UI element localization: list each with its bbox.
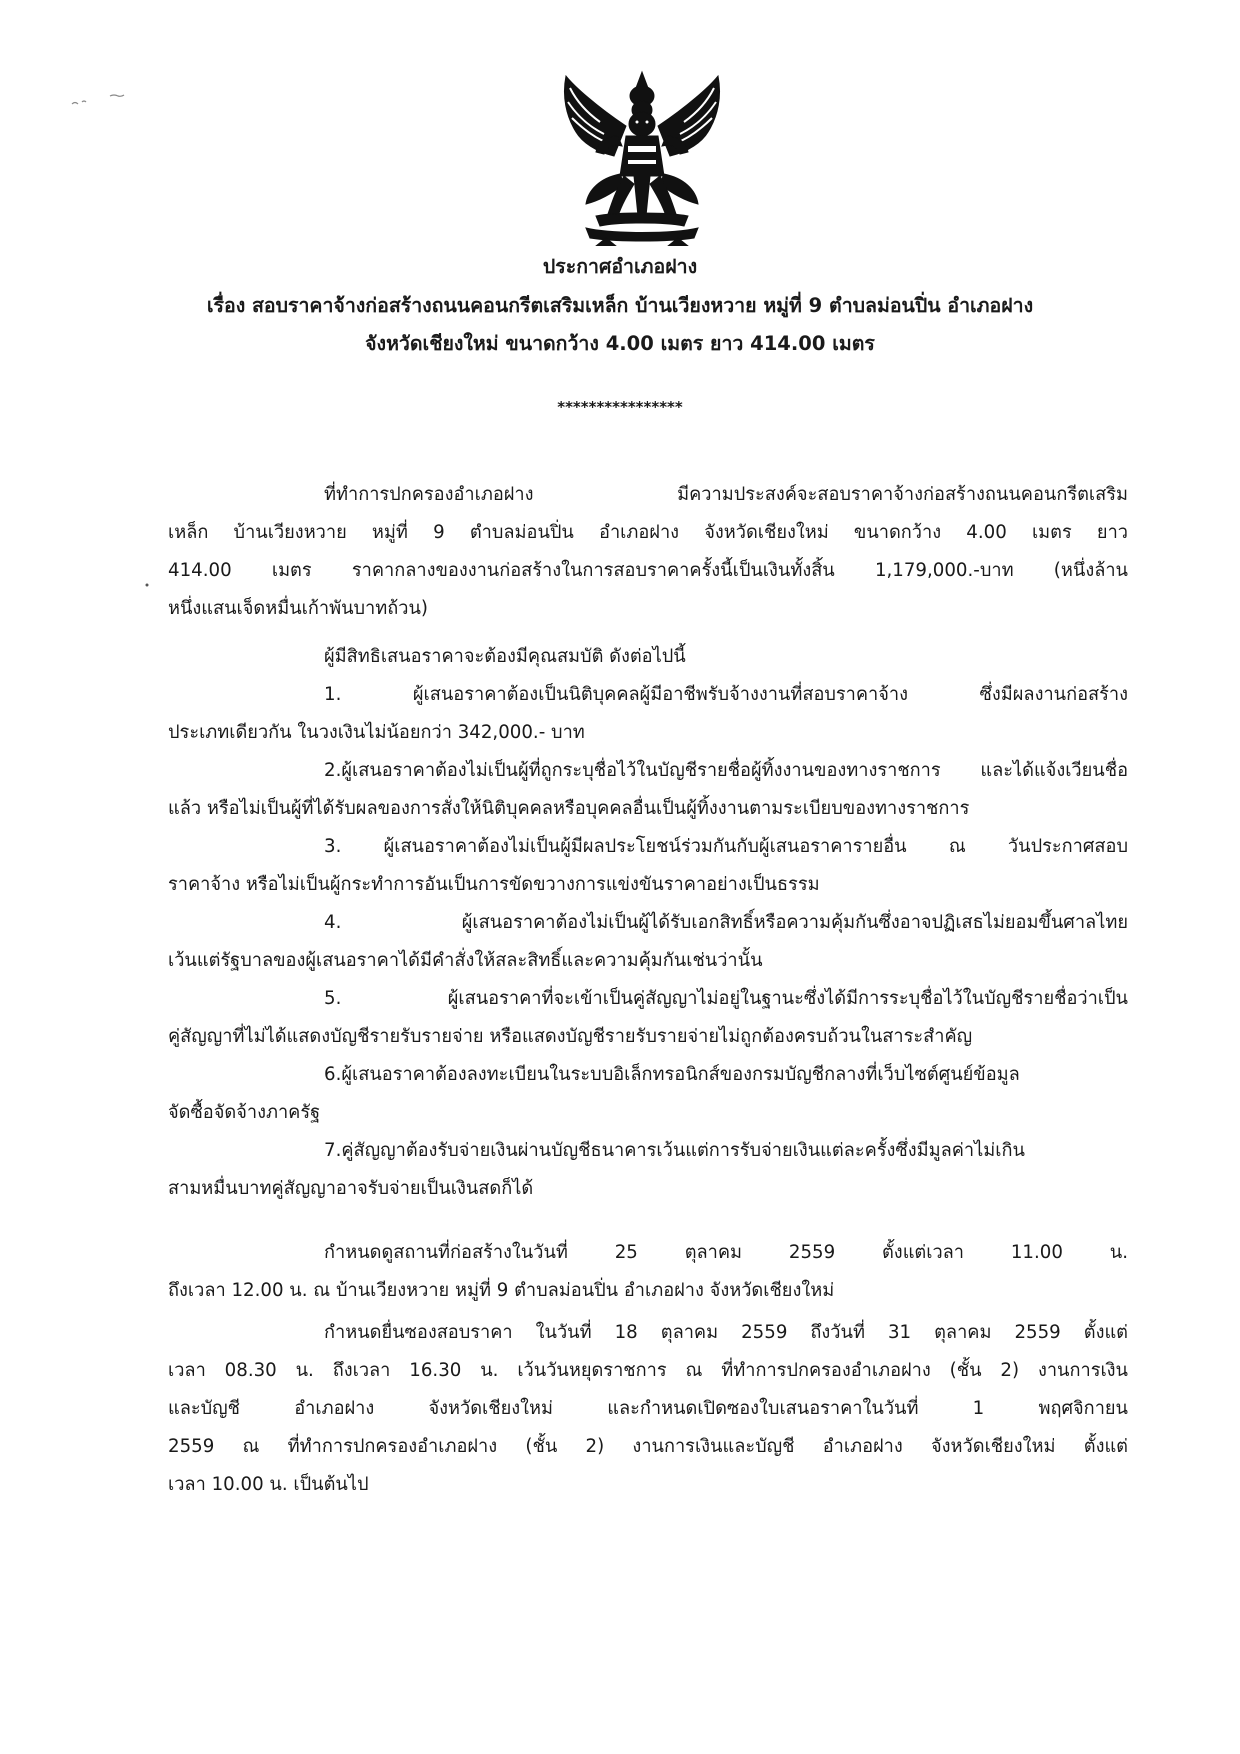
submission-line-1: กำหนดยื่นซองสอบราคา ในวันที่ 18 ตุลาคม 2559 ถึงวันที่ 31 ตุลาคม 2559 ตั้งแต่ [324, 1322, 1128, 1343]
qualification-1-line-1: 1. ผู้เสนอราคาต้องเป็นนิติบุคคลผู้มีอาชีพรับจ้างงานที่สอบราคาจ้าง ซึ่งมีผลงานก่อสร้าง [324, 684, 1128, 705]
qualification-2-line-1: 2.ผู้เสนอราคาต้องไม่เป็นผู้ที่ถูกระบุชื่อไว้ในบัญชีรายชื่อผู้ทิ้งงานของทางราชการ และได้แจ้งเวียนชื่อ [324, 760, 1128, 781]
page-title: ประกาศอำเภอฝาง [542, 255, 698, 278]
garuda-emblem-icon [556, 66, 728, 246]
intro-paragraph [168, 476, 1128, 628]
site-visit-paragraph [168, 1234, 1128, 1310]
qualification-3-line-2: ราคาจ้าง หรือไม่เป็นผู้กระทำการอันเป็นการขัดขวางการแข่งขันราคาอย่างเป็นธรรม [168, 874, 820, 895]
qualification-4-line-2: เว้นแต่รัฐบาลของผู้เสนอราคาได้มีคำสั่งให้สละสิทธิ์และความคุ้มกันเช่นว่านั้น [168, 950, 763, 971]
separator-stars: **************** [557, 398, 683, 416]
submission-paragraph [168, 1314, 1128, 1504]
submission-line-4: 2559 ณ ที่ทำการปกครองอำเภอฝาง (ชั้น 2) งานการเงินและบัญชี อำเภอฝาง จังหวัดเชียงใหม่ ตั้งแต่ [168, 1436, 1128, 1457]
submission-line-5: เวลา 10.00 น. เป็นต้นไป [168, 1474, 369, 1495]
qualification-5-line-2: คู่สัญญาที่ไม่ได้แสดงบัญชีรายรับรายจ่าย หรือแสดงบัญชีรายรับรายจ่ายไม่ถูกต้องครบถ้วนในสาระสำคัญ [168, 1026, 973, 1047]
subject-line-2: จังหวัดเชียงใหม่ ขนาดกว้าง 4.00 เมตร ยาว 414.00 เมตร [365, 332, 875, 355]
scan-dot-mark [144, 582, 150, 588]
intro-line-4: หนึ่งแสนเจ็ดหมื่นเก้าพันบาทถ้วน) [168, 598, 429, 619]
qualification-4-line-1: 4. ผู้เสนอราคาต้องไม่เป็นผู้ได้รับเอกสิทธิ์หรือความคุ้มกันซึ่งอาจปฏิเสธไม่ยอมขึ้นศาลไทย [324, 912, 1128, 933]
submission-line-3: และบัญชี อำเภอฝาง จังหวัดเชียงใหม่ และกำหนดเปิดซองใบเสนอราคาในวันที่ 1 พฤศจิกายน [168, 1398, 1128, 1419]
qualification-3-line-1: 3. ผู้เสนอราคาต้องไม่เป็นผู้มีผลประโยชน์ร่วมกันกับผู้เสนอราคารายอื่น ณ วันประกาศสอบ [324, 836, 1128, 857]
qualification-5-line-1: 5. ผู้เสนอราคาที่จะเข้าเป็นคู่สัญญาไม่อยู่ในฐานะซึ่งได้มีการระบุชื่อไว้ในบัญชีรายชื่อว่าเป็น [324, 988, 1128, 1009]
qualifications-section [168, 638, 1128, 1208]
qualification-2-line-2: แล้ว หรือไม่เป็นผู้ที่ได้รับผลของการสั่งให้นิติบุคคลหรือบุคคลอื่นเป็นผู้ทิ้งงานตามระเบียบของทางราชการ [168, 798, 970, 819]
site-visit-line-1: กำหนดดูสถานที่ก่อสร้างในวันที่ 25 ตุลาคม 2559 ตั้งแต่เวลา 11.00 น. [324, 1242, 1128, 1263]
qualification-7-line-2: สามหมื่นบาทคู่สัญญาอาจรับจ่ายเป็นเงินสดก็ได้ [168, 1178, 534, 1199]
site-visit-line-2: ถึงเวลา 12.00 น. ณ บ้านเวียงหวาย หมู่ที่ 9 ตำบลม่อนปิ่น อำเภอฝาง จังหวัดเชียงใหม่ [168, 1280, 835, 1301]
intro-line-1: ที่ทำการปกครองอำเภอฝาง มีความประสงค์จะสอบราคาจ้างก่อสร้างถนนคอนกรีตเสริม [324, 484, 1128, 505]
intro-line-2: เหล็ก บ้านเวียงหวาย หมู่ที่ 9 ตำบลม่อนปิ่น อำเภอฝาง จังหวัดเชียงใหม่ ขนาดกว้าง 4.00 เมตร ยาว [168, 522, 1128, 543]
subject-line-1: เรื่อง สอบราคาจ้างก่อสร้างถนนคอนกรีตเสริมเหล็ก บ้านเวียงหวาย หมู่ที่ 9 ตำบลม่อนปิ่น อำเภอฝาง [206, 294, 1034, 317]
qualifications-heading: ผู้มีสิทธิเสนอราคาจะต้องมีคุณสมบัติ ดังต่อไปนี้ [324, 646, 686, 667]
qualification-6-line-1: 6.ผู้เสนอราคาต้องลงทะเบียนในระบบอิเล็กทรอนิกส์ของกรมบัญชีกลางที่เว็บไซต์ศูนย์ข้อมูล [324, 1064, 1020, 1085]
submission-line-2: เวลา 08.30 น. ถึงเวลา 16.30 น. เว้นวันหยุดราชการ ณ ที่ทำการปกครองอำเภอฝาง (ชั้น 2) งานการเงิน [168, 1360, 1128, 1381]
scan-speck-mark [70, 92, 130, 112]
intro-line-3: 414.00 เมตร ราคากลางของงานก่อสร้างในการสอบราคาครั้งนี้เป็นเงินทั้งสิ้น 1,179,000.-บาท (หนึ่งล้าน [168, 560, 1128, 581]
qualification-7-line-1: 7.คู่สัญญาต้องรับจ่ายเงินผ่านบัญชีธนาคารเว้นแต่การรับจ่ายเงินแต่ละครั้งซึ่งมีมูลค่าไม่เกิน [324, 1140, 1025, 1161]
qualification-6-line-2: จัดซื้อจัดจ้างภาครัฐ [168, 1102, 321, 1123]
qualification-1-line-2: ประเภทเดียวกัน ในวงเงินไม่น้อยกว่า 342,000.- บาท [168, 722, 585, 743]
